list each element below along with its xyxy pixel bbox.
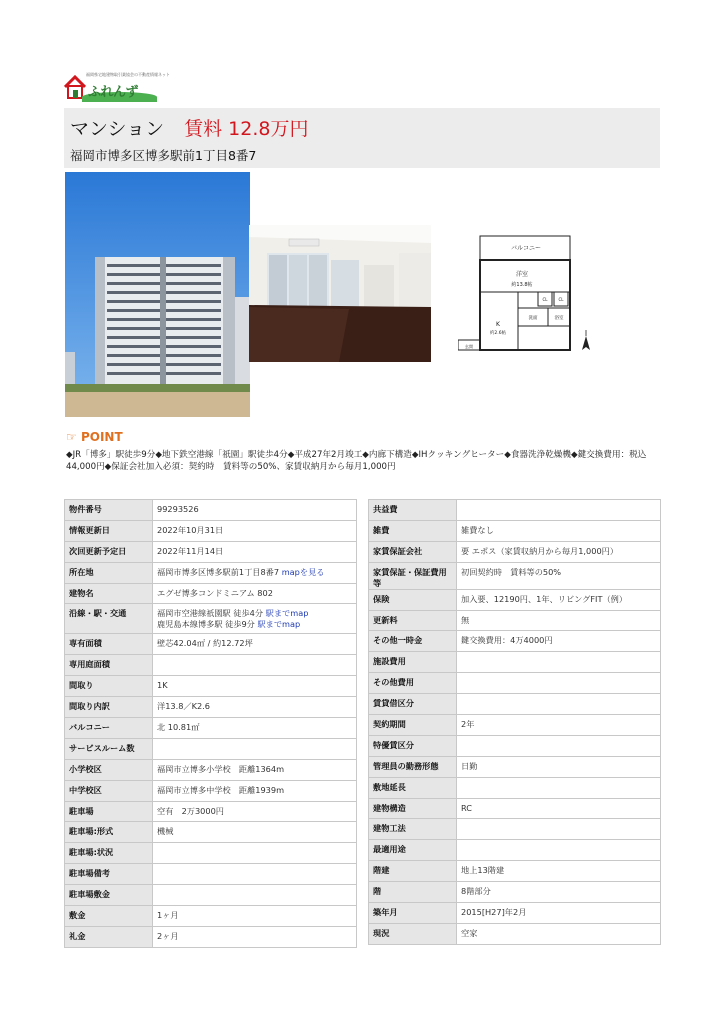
spec-value bbox=[457, 652, 661, 673]
spec-value bbox=[457, 798, 661, 819]
spec-row bbox=[369, 562, 661, 589]
spec-value bbox=[153, 676, 357, 697]
spec-key: 間取り bbox=[65, 676, 153, 697]
spec-value-text: 99293526 bbox=[157, 504, 199, 514]
spec-row bbox=[369, 589, 661, 610]
spec-row bbox=[65, 843, 357, 864]
spec-value bbox=[153, 520, 357, 541]
spec-row bbox=[369, 819, 661, 840]
spec-value bbox=[457, 903, 661, 924]
spec-row bbox=[369, 882, 661, 903]
spec-key: 専用庭面積 bbox=[65, 655, 153, 676]
building-photo[interactable] bbox=[65, 172, 250, 417]
spec-value bbox=[457, 610, 661, 631]
spec-key: 建物構造 bbox=[369, 798, 457, 819]
spec-row bbox=[369, 673, 661, 694]
map-link[interactable]: 駅までmap bbox=[265, 608, 309, 619]
spec-key: 築年月 bbox=[369, 903, 457, 924]
spec-key: 専有面積 bbox=[65, 634, 153, 655]
spec-row bbox=[369, 798, 661, 819]
spec-key: 施設費用 bbox=[369, 652, 457, 673]
property-address: 福岡市博多区博多駅前1丁目8番7 bbox=[70, 148, 257, 163]
spec-value-text: 空家 bbox=[461, 927, 478, 938]
spec-value-text-2: 鹿児島本線博多駅 徒歩9分 bbox=[157, 619, 255, 630]
spec-value bbox=[457, 819, 661, 840]
spec-row bbox=[369, 861, 661, 882]
spec-row bbox=[369, 520, 661, 541]
spec-value-text: 2年 bbox=[461, 719, 475, 730]
spec-value-text: 鍵交換費用：4万4000円 bbox=[461, 635, 553, 646]
spec-value bbox=[153, 780, 357, 801]
spec-value-text: 無 bbox=[461, 614, 470, 625]
spec-row bbox=[369, 903, 661, 924]
spec-key: 家賃保証会社 bbox=[369, 541, 457, 562]
spec-key: 階建 bbox=[369, 861, 457, 882]
spec-row bbox=[65, 676, 357, 697]
point-heading-text: POINT bbox=[80, 430, 123, 444]
spec-value bbox=[457, 756, 661, 777]
spec-value bbox=[457, 840, 661, 861]
spec-key: その他一時金 bbox=[369, 631, 457, 652]
spec-value-text: 1K bbox=[157, 680, 168, 691]
spec-row bbox=[65, 655, 357, 676]
spec-row bbox=[65, 738, 357, 759]
spec-value bbox=[153, 885, 357, 906]
spec-value-text: 空有 2万3000円 bbox=[157, 805, 224, 816]
fp-k-label: K bbox=[496, 321, 500, 328]
spec-row bbox=[65, 885, 357, 906]
spec-key: 敷地延長 bbox=[369, 777, 457, 798]
fp-room-label: 洋室 bbox=[515, 271, 529, 278]
spec-row bbox=[65, 822, 357, 843]
spec-value-text: 壁芯42.04㎡ / 約12.72坪 bbox=[157, 638, 253, 649]
spec-value-text: 機械 bbox=[157, 826, 174, 837]
spec-value bbox=[457, 715, 661, 736]
spec-key: 駐車場備考 bbox=[65, 864, 153, 885]
spec-key: その他費用 bbox=[369, 673, 457, 694]
spec-row bbox=[65, 500, 357, 521]
fp-balcony-label: バルコニー bbox=[510, 245, 542, 252]
spec-row bbox=[65, 697, 357, 718]
spec-value bbox=[457, 882, 661, 903]
spec-key: 駐車場:状況 bbox=[65, 843, 153, 864]
spec-key: 礼金 bbox=[65, 926, 153, 947]
rent-value: 12.8万円 bbox=[228, 118, 309, 140]
spec-row bbox=[369, 756, 661, 777]
spec-row bbox=[65, 906, 357, 927]
spec-row bbox=[65, 780, 357, 801]
spec-value bbox=[457, 694, 661, 715]
property-spec-table-right bbox=[368, 499, 661, 945]
spec-value-text: 1ヶ月 bbox=[157, 910, 179, 921]
spec-value bbox=[457, 861, 661, 882]
spec-key: 賃貸借区分 bbox=[369, 694, 457, 715]
spec-value-text: エグゼ博多コンドミニアム 802 bbox=[157, 587, 273, 598]
spec-value-text: 2015[H27]年2月 bbox=[461, 907, 527, 918]
spec-row bbox=[369, 500, 661, 521]
spec-value-text: 福岡市立博多中学校 距離1939m bbox=[157, 784, 285, 795]
spec-value bbox=[457, 589, 661, 610]
fp-cl-label-2: CL bbox=[558, 297, 564, 302]
fp-k-size: 約2.6帖 bbox=[489, 331, 507, 336]
north-arrow-icon bbox=[582, 330, 590, 350]
spec-key: 建物名 bbox=[65, 583, 153, 604]
spec-key: 小学校区 bbox=[65, 759, 153, 780]
spec-key: 管理員の勤務形態 bbox=[369, 756, 457, 777]
spec-row bbox=[369, 631, 661, 652]
spec-row bbox=[65, 759, 357, 780]
spec-value-text: 日勤 bbox=[461, 760, 478, 771]
spec-value bbox=[457, 541, 661, 562]
spec-key: 建物工法 bbox=[369, 819, 457, 840]
spec-row bbox=[65, 583, 357, 604]
spec-value bbox=[153, 801, 357, 822]
spec-key: 階 bbox=[369, 882, 457, 903]
map-link[interactable]: mapを見る bbox=[281, 566, 325, 577]
interior-photo-image bbox=[249, 225, 431, 362]
spec-key: 駐車場:形式 bbox=[65, 822, 153, 843]
spec-value-text: 加入要、12190円、1年、リビングFIT（例） bbox=[461, 593, 628, 604]
logo-text: ふれんず bbox=[88, 85, 139, 100]
spec-key: 共益費 bbox=[369, 500, 457, 521]
spec-row bbox=[369, 777, 661, 798]
pointing-hand-icon: ☞ bbox=[66, 430, 77, 444]
spec-key: 更新料 bbox=[369, 610, 457, 631]
spec-row bbox=[65, 926, 357, 947]
spec-value bbox=[153, 822, 357, 843]
spec-value bbox=[153, 759, 357, 780]
spec-row bbox=[369, 735, 661, 756]
spec-key: 次回更新予定日 bbox=[65, 541, 153, 562]
spec-value bbox=[153, 655, 357, 676]
spec-key: 中学校区 bbox=[65, 780, 153, 801]
spec-row bbox=[65, 718, 357, 739]
spec-value bbox=[457, 562, 661, 589]
rent-label: 賃料 bbox=[184, 118, 223, 140]
spec-key: 駐車場 bbox=[65, 801, 153, 822]
spec-key: 所在地 bbox=[65, 562, 153, 583]
spec-row bbox=[65, 541, 357, 562]
spec-row bbox=[65, 801, 357, 822]
spec-value-text: 2022年10月31日 bbox=[157, 524, 224, 535]
spec-value-text: 要 エポス（家賃収納月から毎月1,000円） bbox=[461, 545, 619, 556]
spec-value bbox=[153, 583, 357, 604]
spec-value bbox=[153, 843, 357, 864]
spec-key: 最適用途 bbox=[369, 840, 457, 861]
spec-row bbox=[65, 634, 357, 655]
spec-value-text: 2ヶ月 bbox=[157, 930, 179, 941]
spec-value-text: 8階部分 bbox=[461, 886, 491, 897]
spec-key: 保険 bbox=[369, 589, 457, 610]
point-text: ◆JR「博多」駅徒歩9分◆地下鉄空港線「祇園」駅徒歩4分◆平成27年2月竣工◆内廊下構造◆IHクッキングヒーター◆食器洗浄乾燥機◆鍵交換費用：税込44,000円◆保証会社加入必須：契約時 賃料等の50%、家賃収納月から毎月1,000円 bbox=[66, 450, 647, 472]
spec-key: 駐車場敷金 bbox=[65, 885, 153, 906]
spec-row bbox=[369, 541, 661, 562]
spec-row bbox=[369, 610, 661, 631]
spec-key: バルコニー bbox=[65, 718, 153, 739]
floor-plan[interactable] bbox=[458, 232, 603, 357]
spec-row bbox=[369, 840, 661, 861]
spec-value-text: 福岡市立博多小学校 距離1364m bbox=[157, 763, 285, 774]
spec-value bbox=[153, 604, 357, 634]
spec-value-text: 福岡市博多区博多駅前1丁目8番7 bbox=[157, 566, 280, 577]
spec-value-text: RC bbox=[461, 802, 472, 813]
spec-value-text: 2022年11月14日 bbox=[157, 545, 224, 556]
spec-value bbox=[153, 697, 357, 718]
spec-row bbox=[65, 604, 357, 634]
spec-value bbox=[457, 777, 661, 798]
spec-key: 間取り内訳 bbox=[65, 697, 153, 718]
spec-key: 雑費 bbox=[369, 520, 457, 541]
spec-row bbox=[369, 694, 661, 715]
spec-key: 沿線・駅・交通 bbox=[65, 604, 153, 634]
spec-row bbox=[369, 923, 661, 944]
spec-key: 家賃保証・保証費用等 bbox=[369, 562, 457, 589]
spec-value bbox=[457, 631, 661, 652]
spec-key: 敷金 bbox=[65, 906, 153, 927]
spec-value-text: 地上13階建 bbox=[461, 865, 505, 876]
spec-value bbox=[153, 864, 357, 885]
spec-value bbox=[457, 923, 661, 944]
spec-value-text: 洋13.8／K2.6 bbox=[157, 701, 210, 712]
site-logo[interactable] bbox=[64, 70, 170, 104]
spec-value bbox=[153, 718, 357, 739]
property-type: マンション bbox=[70, 118, 165, 140]
spec-value-text: 初回契約時 賃料等の50% bbox=[461, 566, 562, 577]
spec-row bbox=[65, 864, 357, 885]
spec-value bbox=[153, 634, 357, 655]
spec-row bbox=[65, 562, 357, 583]
spec-value bbox=[153, 906, 357, 927]
spec-value bbox=[457, 520, 661, 541]
spec-key: 情報更新日 bbox=[65, 520, 153, 541]
floor-plan-drawing bbox=[458, 232, 603, 357]
spec-value-text: 北 10.81㎡ bbox=[157, 722, 200, 733]
spec-value bbox=[457, 673, 661, 694]
title-line bbox=[70, 114, 308, 141]
spec-value bbox=[457, 735, 661, 756]
spec-value bbox=[153, 926, 357, 947]
interior-photo[interactable] bbox=[249, 225, 431, 362]
spec-value bbox=[457, 500, 661, 521]
spec-value bbox=[153, 562, 357, 583]
logo-tagline: 福岡県宅地建物取引業協会の不動産情報ネット bbox=[86, 72, 170, 77]
spec-key: サービスルーム数 bbox=[65, 738, 153, 759]
spec-key: 物件番号 bbox=[65, 500, 153, 521]
spec-key: 特優賃区分 bbox=[369, 735, 457, 756]
spec-row bbox=[369, 652, 661, 673]
title-box bbox=[64, 108, 660, 168]
spec-key: 契約期間 bbox=[369, 715, 457, 736]
spec-value bbox=[153, 738, 357, 759]
spec-row bbox=[65, 520, 357, 541]
fp-wash-label: 洗面 bbox=[528, 316, 538, 321]
spec-value-text: 雑費なし bbox=[461, 524, 494, 535]
property-spec-table-left bbox=[64, 499, 357, 948]
map-link[interactable]: 駅までmap bbox=[257, 619, 301, 630]
building-photo-image bbox=[65, 172, 250, 417]
spec-value-text: 福岡市空港線祇園駅 徒歩4分 bbox=[157, 608, 264, 619]
fp-room-size: 約13.8帖 bbox=[511, 282, 533, 288]
spec-value bbox=[153, 500, 357, 521]
spec-row bbox=[369, 715, 661, 736]
fp-hall-label: 玄関 bbox=[465, 344, 473, 349]
fp-bath-label: 浴室 bbox=[554, 316, 564, 321]
point-heading bbox=[66, 430, 123, 444]
spec-key: 現況 bbox=[369, 923, 457, 944]
spec-value bbox=[153, 541, 357, 562]
fp-cl-label: CL bbox=[542, 297, 548, 302]
